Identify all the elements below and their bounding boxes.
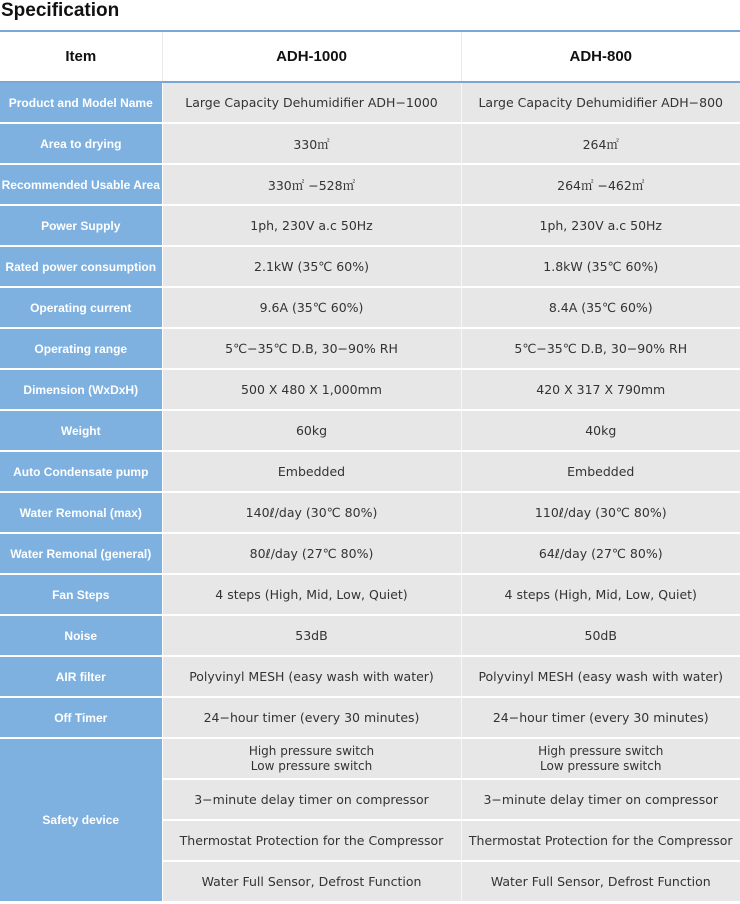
safety-a-line: Low pressure switch <box>250 758 373 773</box>
table-row <box>0 246 740 287</box>
row-label: AIR filter <box>0 656 162 697</box>
value-model-a: Water Full Sensor, Defrost Function <box>162 861 461 901</box>
table-row <box>0 533 740 574</box>
value-model-b: 1ph, 230V a.c 50Hz <box>461 205 740 246</box>
row-label: Fan Steps <box>0 574 162 615</box>
value-model-a: 60kg <box>162 410 461 451</box>
table-row <box>0 287 740 328</box>
row-label: Operating range <box>0 328 162 369</box>
value-model-a: Large Capacity Dehumidifier ADH−1000 <box>162 82 461 123</box>
value-model-b: Polyvinyl MESH (easy wash with water) <box>461 656 740 697</box>
value-model-b: Thermostat Protection for the Compressor <box>461 820 740 861</box>
value-model-a: 330㎡ −528㎡ <box>162 164 461 205</box>
value-model-b: 4 steps (High, Mid, Low, Quiet) <box>461 574 740 615</box>
value-model-a: 9.6A (35℃ 60%) <box>162 287 461 328</box>
value-model-b: Large Capacity Dehumidifier ADH−800 <box>461 82 740 123</box>
value-model-a: 3−minute delay timer on compressor <box>162 779 461 820</box>
value-model-a: 140ℓ/day (30℃ 80%) <box>162 492 461 533</box>
value-model-b: 24−hour timer (every 30 minutes) <box>461 697 740 738</box>
value-model-a: 80ℓ/day (27℃ 80%) <box>162 533 461 574</box>
value-model-a: 24−hour timer (every 30 minutes) <box>162 697 461 738</box>
value-model-b: 264㎡ −462㎡ <box>461 164 740 205</box>
row-label: Auto Condensate pump <box>0 451 162 492</box>
table-row <box>0 697 740 738</box>
row-label: Off Timer <box>0 697 162 738</box>
row-label: Noise <box>0 615 162 656</box>
value-model-a: Polyvinyl MESH (easy wash with water) <box>162 656 461 697</box>
header-model-a: ADH-1000 <box>162 32 461 82</box>
value-model-b: 64ℓ/day (27℃ 80%) <box>461 533 740 574</box>
value-model-b: 1.8kW (35℃ 60%) <box>461 246 740 287</box>
header-item: Item <box>0 32 162 82</box>
value-model-b: 50dB <box>461 615 740 656</box>
table-row <box>0 451 740 492</box>
spec-table <box>0 32 740 901</box>
value-model-a: 500 X 480 X 1,000mm <box>162 369 461 410</box>
table-row <box>0 82 740 123</box>
row-label: Operating current <box>0 287 162 328</box>
table-row <box>0 574 740 615</box>
value-model-b: 110ℓ/day (30℃ 80%) <box>461 492 740 533</box>
value-model-a: 2.1kW (35℃ 60%) <box>162 246 461 287</box>
table-row-safety <box>0 738 740 779</box>
row-label: Weight <box>0 410 162 451</box>
value-model-b: 40kg <box>461 410 740 451</box>
value-model-b: 8.4A (35℃ 60%) <box>461 287 740 328</box>
value-model-b: 5℃−35℃ D.B, 30−90% RH <box>461 328 740 369</box>
safety-b-line: High pressure switch <box>538 743 664 758</box>
row-label: Power Supply <box>0 205 162 246</box>
table-row <box>0 123 740 164</box>
value-model-b: 264㎡ <box>461 123 740 164</box>
table-row <box>0 328 740 369</box>
row-label: Recommended Usable Area <box>0 164 162 205</box>
value-model-b: Water Full Sensor, Defrost Function <box>461 861 740 901</box>
table-row <box>0 164 740 205</box>
header-row <box>0 32 740 82</box>
page-title: Specification <box>1 0 120 21</box>
table-row <box>0 615 740 656</box>
row-label: Water Remonal (general) <box>0 533 162 574</box>
table-row <box>0 492 740 533</box>
header-model-b: ADH-800 <box>461 32 740 82</box>
table-row <box>0 656 740 697</box>
value-model-b: 3−minute delay timer on compressor <box>461 779 740 820</box>
value-model-b-switches <box>461 738 740 779</box>
value-model-b: Embedded <box>461 451 740 492</box>
row-label: Rated power consumption <box>0 246 162 287</box>
table-row <box>0 369 740 410</box>
table-row <box>0 205 740 246</box>
value-model-a: Embedded <box>162 451 461 492</box>
row-label-safety: Safety device <box>0 738 162 901</box>
row-label: Product and Model Name <box>0 82 162 123</box>
table-row <box>0 410 740 451</box>
value-model-a: 4 steps (High, Mid, Low, Quiet) <box>162 574 461 615</box>
row-label: Water Remonal (max) <box>0 492 162 533</box>
value-model-a: 5℃−35℃ D.B, 30−90% RH <box>162 328 461 369</box>
value-model-a: Thermostat Protection for the Compressor <box>162 820 461 861</box>
value-model-b: 420 X 317 X 790mm <box>461 369 740 410</box>
row-label: Dimension (WxDxH) <box>0 369 162 410</box>
value-model-a: 53dB <box>162 615 461 656</box>
value-model-a: 330㎡ <box>162 123 461 164</box>
safety-b-line: Low pressure switch <box>540 758 662 773</box>
safety-a-line: High pressure switch <box>248 743 375 758</box>
value-model-a-switches <box>162 738 461 779</box>
row-label: Area to drying <box>0 123 162 164</box>
value-model-a: 1ph, 230V a.c 50Hz <box>162 205 461 246</box>
